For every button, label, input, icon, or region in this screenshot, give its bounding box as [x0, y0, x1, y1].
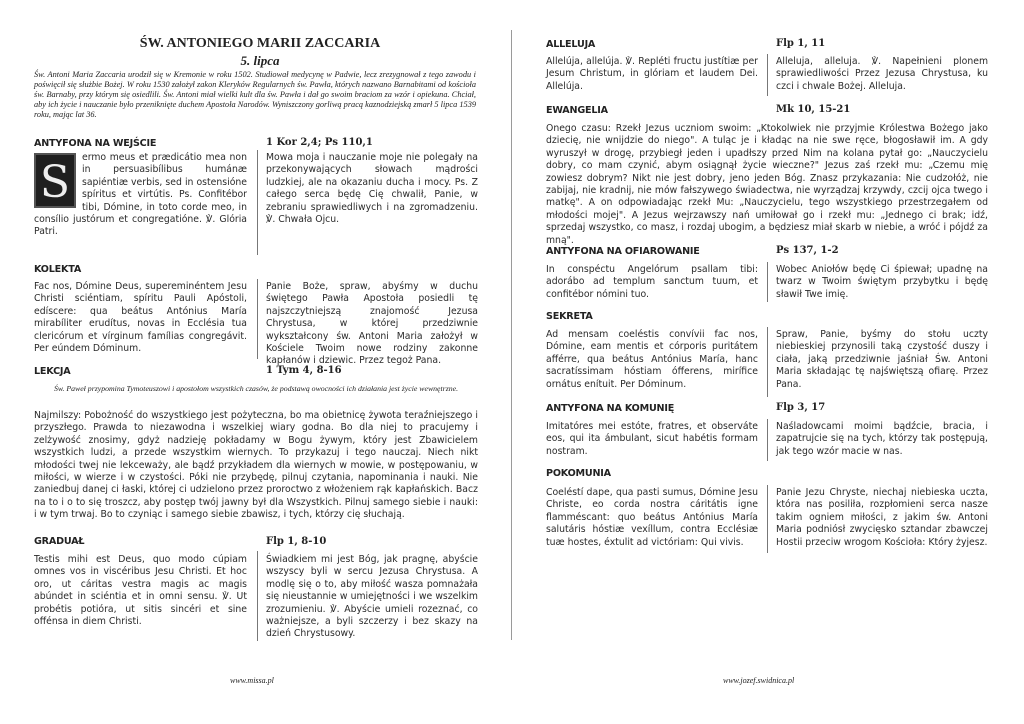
communion-reference: Flp 3, 17	[776, 402, 826, 413]
communion-heading: ANTYFONA NA KOMUNIĘ	[546, 403, 675, 414]
postcommunion-polish: Panie Jezu Chryste, niechaj niebieska uczta, która nas posiliła, rozpłomieni serca nasze takim ogniem miłości, z jakim św. Antoni Maria podniósł zwycięsko sztandar zbawczej Hostii przeciw wrogom Kościoła: Który żyjesz.	[776, 487, 988, 548]
column-divider	[257, 551, 258, 641]
gradual-reference: Flp 1, 8-10	[266, 536, 327, 547]
gradual-heading: GRADUAŁ	[34, 536, 85, 547]
column-divider	[767, 419, 768, 461]
alleluia-reference: Flp 1, 11	[776, 38, 826, 49]
gradual-polish: Świadkiem mi jest Bóg, jak pragnę, abyście wszyscy byli w sercu Jezusa Chrystusa. A modlę się o to, aby miłość wasza pomnażała się nieustannie w umiejętności i we wszelkim zrozumieniu. ℣. Abyście umieli rozeznać, co ważniejsze, a byli szczerzy i bez skazy na dzień Chrystusowy.	[266, 554, 478, 640]
offertory-latin: In conspéctu Angelórum psallam tibi: adorábo ad templum sanctum tuum, et confitébor nómini tuo.	[546, 264, 758, 300]
lesson-summary: Św. Paweł przypomina Tymoteuszowi i apostołom wszystkich czasów, że podstawą owocności ich działania jest życie wewnętrzne.	[53, 384, 459, 393]
postcommunion-heading: POKOMUNIA	[546, 468, 611, 479]
communion-polish: Naśladowcami moimi bądźcie, bracia, i zapatrujcie się na tych, którzy tak postępują, jak tego wzór macie w nas.	[776, 421, 988, 457]
postcommunion-latin: Coeléstí dape, qua pasti sumus, Dómine Jesu Christe, eo corda nostra cáritátis igne flamméscant: quo beátus Antónius María salutáris hóstiæ vexíllum, contra Ecclésiæ tuæ hostes, éxtulit ad victóriam: Qui vivis.	[546, 487, 758, 548]
collect-polish: Panie Boże, spraw, abyśmy w duchu świętego Pawła Apostoła posiedli tę najszczytniejszą znajomość Jezusa Chrystusa, w której przedziwnie wykształcony św. Antoni Maria założył w Kościele Twoim nowe rodziny zakonne kapłanów i dziewic. Przez tegoż Pana.	[266, 281, 478, 367]
column-divider	[767, 262, 768, 302]
page-title: ŚW. ANTONIEGO MARII ZACCARIA	[139, 36, 381, 51]
right-page	[512, 0, 1024, 724]
secret-latin: Ad mensam coeléstis convívii fac nos, Dómine, eam mentis et córporis puritátem afférre, qua beátus Antónius María, hanc sacratíssimam hóstiam ófferens, mirífice ornátus enítuit. Per Dóminum.	[546, 329, 758, 390]
column-divider	[767, 54, 768, 96]
collect-latin: Fac nos, Dómine Deus, supereminéntem Jesu Christi sciéntiam, spíritu Pauli Apóstoli, edíscere: qua beátus Antónius María mirabíliter erudítus, novas in Ecclésia tua clericórum et vírginum famílias congregávit. Per eúndem Dóminum.	[34, 281, 247, 355]
introit-latin: ermo meus et prædicátio mea non in persuasibílibus humánæ sapiéntiæ verbis, sed in ostensióne spíritus et virtútis. Ps. Confitébor tibi, Dómine, in toto corde meo, in consílio justórum et congregatióne. ℣. Glória Patri.	[34, 152, 247, 238]
introit-heading: ANTYFONA NA WEJŚCIE	[34, 138, 157, 149]
column-divider	[767, 485, 768, 553]
footer-link[interactable]: www.missa.pl	[230, 676, 274, 685]
column-divider	[767, 327, 768, 397]
alleluia-polish: Alleluja, alleluja. ℣. Napełnieni plonem sprawiedliwości Przez Jezusa Chrystusa, ku czci i chwale Bożej. Alleluja.	[776, 56, 988, 92]
secret-polish: Spraw, Panie, byśmy do stołu uczty niebieskiej przynosili taką czystość duszy i ciała, jaką przedziwnie jaśniał Św. Antoni Maria składając tę najświętszą ofiarę. Przez Pana.	[776, 329, 988, 390]
introit-latin-block	[34, 152, 247, 239]
feast-date: 5. lipca	[240, 53, 280, 68]
communion-latin: Imitatóres mei estóte, fratres, et observáte eos, qui ita ámbulant, sicut habétis formam nostram.	[546, 421, 758, 457]
illuminated-initial: S	[34, 153, 76, 208]
lesson-reference: 1 Tym 4, 8-16	[266, 365, 342, 376]
lesson-text: Najmilszy: Pobożność do wszystkiego jest pożyteczna, bo ma obietnicę żywota teraźniejszego i przyszłego. Prawda to niezawodna i wszelkiej wiary godna. Bo dla niej to pracujemy i zelżywość znosimy, gdyż nadzieję pokładamy w Bogu żywym, który jest Zbawicielem wszystkich ludzi, a przede wszystkim wiernych. To przykazuj i tego nauczaj. Niech nikt młodości twej nie lekceważy, ale bądź przykładem dla wiernych w mowie, w postępowaniu, w miłości, w wierze i w czystości. Póki nie przybędę, pilnuj czytania, napominania i nauki. Nie zaniedbuj danej ci łaski, której ci udzielono przez proroctwo z włożeniem rąk kapłańskich. Bacz na to i o to się troszcz, aby postęp twój jawny był dla Wszystkich. Pilnuj samego siebie i nauki: i w tym trwaj. Bo to czyniąc i samego siebie zbawisz, i tych, którzy cię słuchają.	[34, 410, 478, 521]
offertory-reference: Ps 137, 1-2	[776, 245, 839, 256]
offertory-heading: ANTYFONA NA OFIAROWANIE	[546, 246, 700, 257]
alleluia-heading: ALLELUJA	[546, 39, 596, 50]
gospel-reference: Mk 10, 15-21	[776, 104, 851, 115]
lesson-heading: LEKCJA	[34, 366, 71, 377]
gospel-heading: EWANGELIA	[546, 105, 608, 116]
collect-heading: KOLEKTA	[34, 264, 82, 275]
introit-reference: 1 Kor 2,4; Ps 110,1	[266, 137, 373, 148]
column-divider	[257, 279, 258, 359]
gradual-latin: Testis mihi est Deus, quo modo cúpiam omnes vos in viscéribus Jesu Christi. Et hoc oro, ut cáritas vestra magis ac magis abúndet in sciéntia et in omni sensu. ℣. Ut probétis potióra, ut sitis sincéri et sine offénsa in diem Christi.	[34, 554, 247, 628]
footer-link[interactable]: www.jozef.swidnica.pl	[723, 676, 795, 685]
offertory-polish: Wobec Aniołów będę Ci śpiewał; upadnę na twarz w Twoim świętym przybytku i będę sławił Twe imię.	[776, 264, 988, 300]
gospel-text: Onego czasu: Rzekł Jezus uczniom swoim: „Ktokolwiek nie przyjmie Królestwa Bożego jako dziecię, nie wnijdzie do niego". A tuląc je i kładąc na nie swe ręce, błogosławił im. A gdy wyruszył w drogę, przybiegł jeden i upadłszy przed Nim na kolana pytał go: „Nauczycielu dobry, co mam czynić, abym osiągnął życie wieczne?" Jezus zaś rzekł mu: „Czemu mię zowiesz dobrym? Nikt nie jest dobry, jeno jeden Bóg. Znasz przykazania: Nie cudzołóż, nie zabijaj, nie kradnij, nie mów fałszywego świadectwa, nie wyrządzaj krzywdy, czcij ojca twego i matkę". A on odpowiadając rzekł Mu: „Nauczycielu, tego wszystkiego przestrzegałem od młodości mojej". A Jezus wejrzawszy nań umiłował go i rzekł mu: „Jednego ci brak; idź, sprzedaj wszystko, co masz, i rozdaj ubogim, a będziesz miał skarb w niebie, a wróć i pójdź za mną".	[546, 123, 988, 246]
secret-heading: SEKRETA	[546, 311, 593, 322]
introit-polish: Mowa moja i nauczanie moje nie polegały na przekonywających słowach mądrości ludzkiej, ale na okazaniu ducha i mocy. Ps. Z całego serca będę Cię chwalił, Panie, w zebraniu sprawiedliwych i na zgromadzeniu. ℣. Chwała Ojcu.	[266, 152, 478, 226]
alleluia-latin: Allelúja, allelúja. ℣. Repléti fructu justítiæ per Jesum Christum, in glóriam et laudem Dei. Allelúja.	[546, 56, 758, 92]
column-divider	[257, 150, 258, 255]
saint-biography: Św. Antoni Maria Zaccaria urodził się w Kremonie w roku 1502. Studiował medycynę w Padwie, lecz zrezygnował z tego zawodu i poświęcił się służbie Bożej. W roku 1530 założył zakon Kleryków Regularnych św. Pawła, których nazwano Barnabitami od kościoła św. Barnaby, przy którym się osiedlili. Św. Antoni miał wielki kult dla św. Pawła i dał go swoim braciom za wzór i opiekuna. Chciał, aby ich życie i nauczanie było przeniknięte duchem Apostoła Narodów. Wyniszczony gorliwą pracą kaznodziejską zmarł 5 lipca 1539 roku, mając lat 36.	[34, 70, 476, 119]
